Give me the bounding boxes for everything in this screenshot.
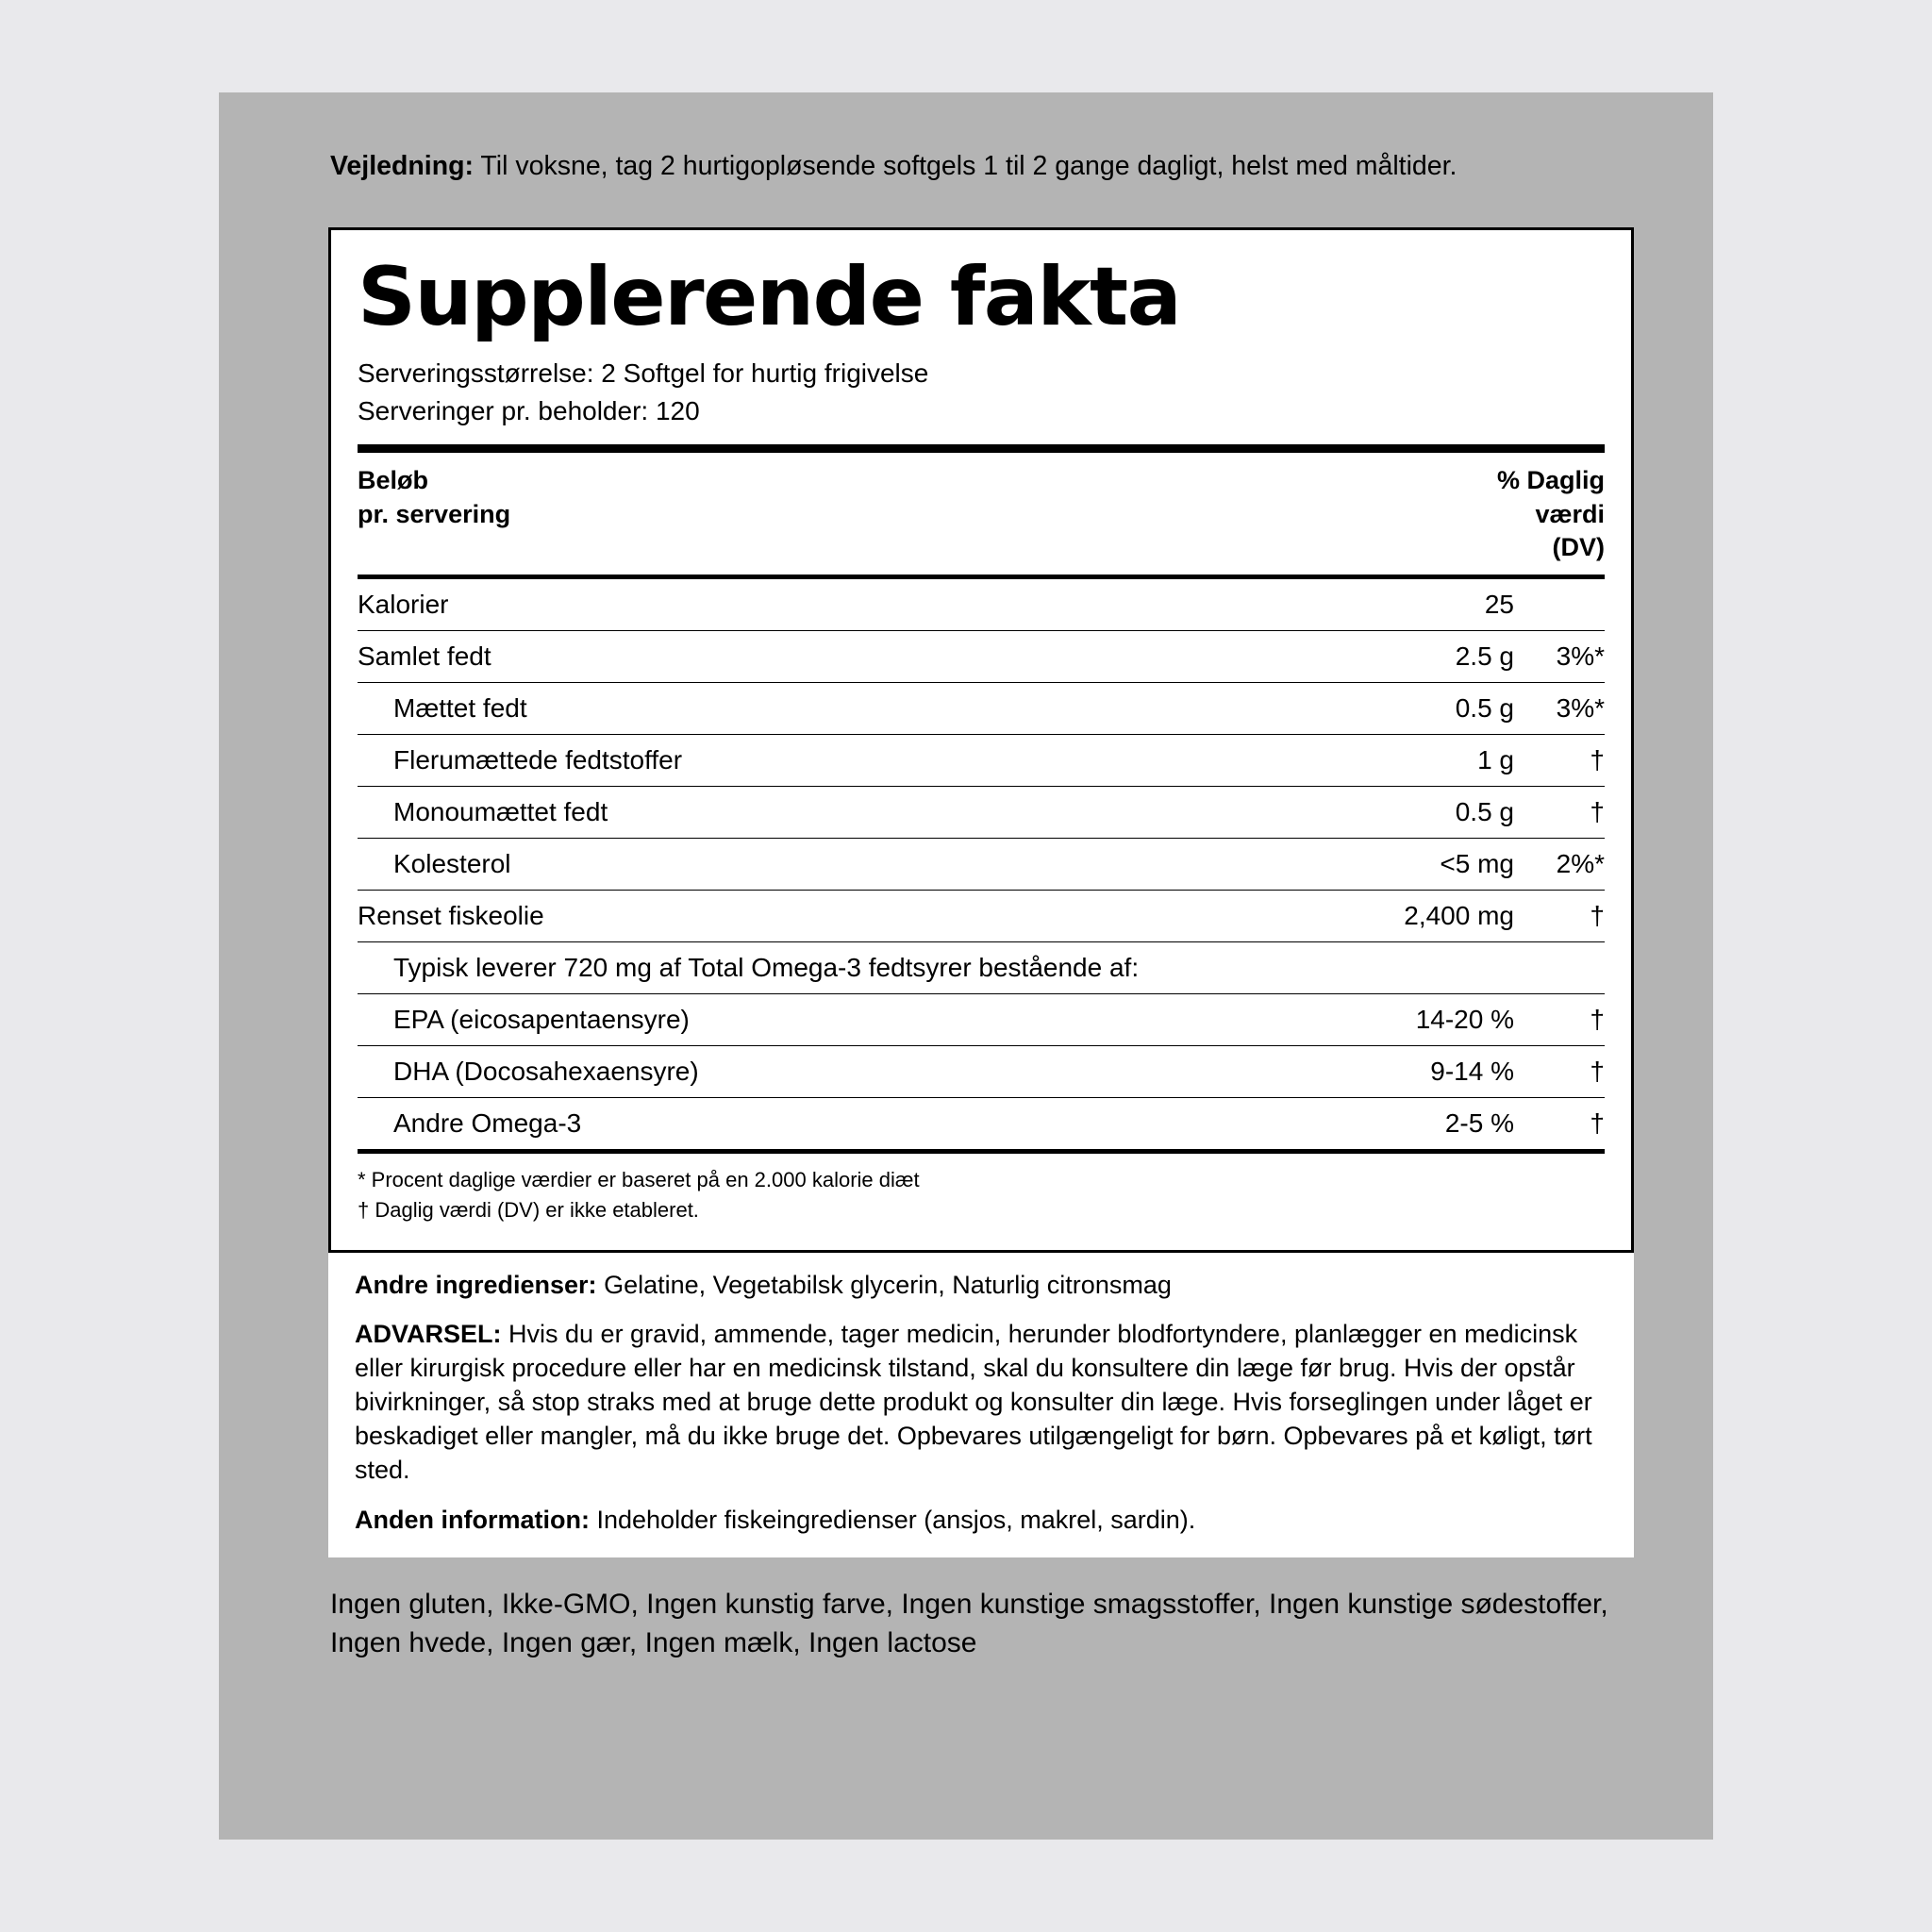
table-row [358,838,1605,890]
table-row [358,786,1605,838]
table-row [358,1045,1605,1097]
nutrient-name: Flerumættede fedtstoffer [358,734,1316,786]
directions-label: Vejledning: [330,151,475,181]
table-row [358,630,1605,682]
nutrient-dv: † [1520,786,1605,838]
other-ingredients [355,1268,1607,1302]
directions-line [330,149,1658,184]
nutrient-amount: 0.5 g [1316,786,1520,838]
amount-header-left [358,464,510,531]
nutrient-name: Andre Omega-3 [358,1097,1316,1149]
label-content [219,92,1713,1840]
nutrient-amount: 14-20 % [1316,993,1520,1045]
nutrient-name: EPA (eicosapentaensyre) [358,993,1316,1045]
nutrient-dv: 3%* [1520,630,1605,682]
divider-thick-top [358,444,1605,453]
facts-title: Supplerende fakta [358,250,1181,345]
nutrient-name: Mættet fedt [358,682,1316,734]
nutrient-amount: 9-14 % [1316,1045,1520,1097]
supplement-facts-panel [328,227,1634,1253]
nutrient-amount: 0.5 g [1316,682,1520,734]
nutrient-amount: <5 mg [1316,838,1520,890]
warning-label: ADVARSEL: [355,1319,502,1348]
nutrient-name: Kalorier [358,589,449,619]
other-ingredients-label: Andre ingredienser: [355,1270,597,1299]
nutrient-table-body [358,579,1605,1149]
nutrient-dv: 3%* [1520,682,1605,734]
table-row [358,941,1605,993]
nutrient-dv: † [1520,734,1605,786]
nutrient-name: Monoumættet fedt [358,786,1316,838]
nutrient-amount: 2-5 % [1316,1097,1520,1149]
amount-header-line2: pr. servering [358,499,511,528]
nutrient-dv [1520,579,1605,631]
nutrient-dv: 2%* [1520,838,1605,890]
free-from-claims: Ingen gluten, Ikke-GMO, Ingen kunstig farve, Ingen kunstige smagsstoffer, Ingen kunstige sødestoffer, Ingen hvede, Ingen gær, Ingen mælk, Ingen lactose [330,1588,1608,1658]
table-row [358,734,1605,786]
dv-header-line3: (DV) [1552,533,1605,562]
nutrient-amount: 2.5 g [1316,630,1520,682]
table-row [358,1097,1605,1149]
footnotes [358,1154,1605,1225]
amount-header-line1: Beløb [358,465,429,494]
dv-header-line1: % Daglig [1496,465,1605,494]
serving-size: Serveringsstørrelse: 2 Softgel for hurtig frigivelse [358,358,929,388]
table-row [358,682,1605,734]
nutrient-amount: 1 g [1316,734,1520,786]
table-row [358,993,1605,1045]
additional-information [355,1503,1607,1537]
table-row [358,890,1605,941]
additional-information-text: Indeholder fiskeingredienser (ansjos, makrel, sardin). [589,1505,1196,1534]
nutrient-dv: † [1520,890,1605,941]
nutrient-amount: 2,400 mg [1316,890,1520,941]
nutrient-dv: † [1520,1097,1605,1149]
nutrient-note: Typisk leverer 720 mg af Total Omega-3 fedtsyrer bestående af: [358,941,1605,993]
amount-header-row [358,453,1605,575]
table-row [358,579,1605,631]
footnote-asterisk: * Procent daglige værdier er baseret på en 2.000 kalorie diæt [358,1167,920,1191]
nutrient-name: Samlet fedt [358,630,1316,682]
daily-value-header [1497,464,1605,565]
warning-text: Hvis du er gravid, ammende, tager medicin, herunder blodfortyndere, planlægger en medicinsk eller kirurgisk procedure eller har en medicinsk tilstand, skal du konsultere din læge før brug. Hvis der opstår bivirkninger, så stop straks med at bruge dette produkt og konsulter din læge. Hvis forseglingen under låget er beskadiget eller mangler, må du ikke bruge det. Opbevares utilgængeligt for børn. Opbevares på et køligt, tørt sted. [355,1319,1592,1485]
directions-text: Til voksne, tag 2 hurtigopløsende softgels 1 til 2 gange dagligt, helst med måltider. [474,151,1457,181]
other-ingredients-text: Gelatine, Vegetabilsk glycerin, Naturlig citronsmag [596,1270,1172,1299]
other-information-block [328,1253,1634,1557]
footnote-dagger: † Daglig værdi (DV) er ikke etableret. [358,1197,699,1222]
servings-per-container: Serveringer pr. beholder: 120 [358,396,700,426]
nutrient-name: DHA (Docosahexaensyre) [358,1045,1316,1097]
nutrient-amount: 25 [1484,589,1514,619]
nutrient-dv: † [1520,993,1605,1045]
nutrient-dv: † [1520,1045,1605,1097]
nutrient-name: Renset fiskeolie [358,890,1316,941]
nutrient-table [358,579,1605,1149]
additional-information-label: Anden information: [355,1505,590,1534]
nutrient-name: Kolesterol [358,838,1316,890]
dv-header-line2: værdi [1535,499,1605,528]
warning-paragraph [355,1317,1607,1488]
